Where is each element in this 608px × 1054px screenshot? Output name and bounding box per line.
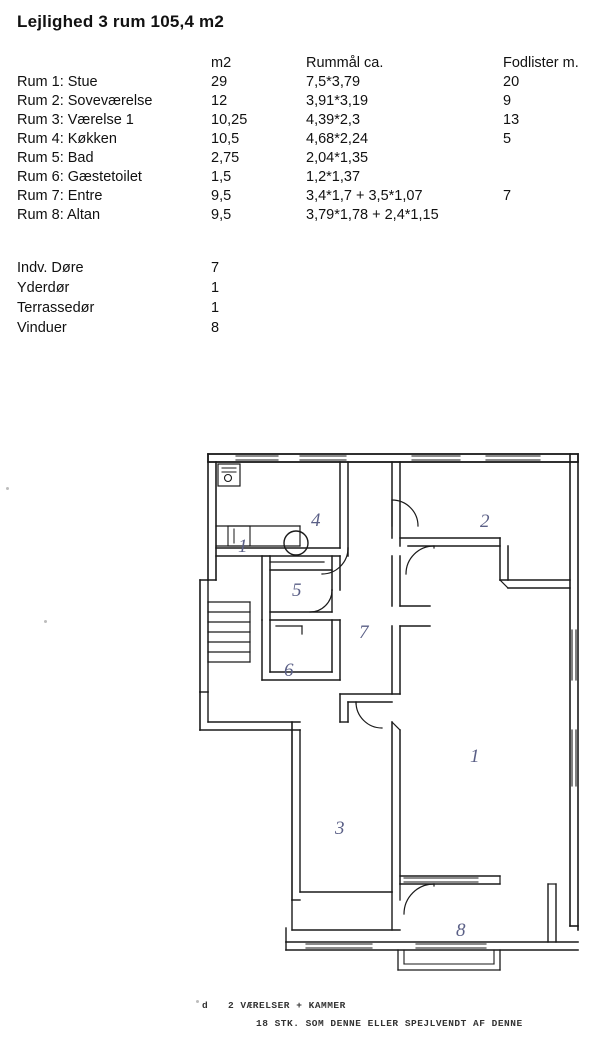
counts-table — [17, 260, 219, 340]
room-fod: 20 — [503, 74, 520, 90]
list-item — [17, 260, 219, 280]
room-m2: 2,75 — [211, 150, 240, 166]
room-m2: 9,5 — [211, 207, 232, 223]
room-m2: 10,5 — [211, 131, 240, 147]
table-row — [17, 207, 603, 226]
room-dim: 2,04*1,35 — [306, 150, 369, 166]
count-value: 8 — [211, 320, 220, 336]
room-label-8: 8 — [456, 920, 466, 941]
room-label-6: 6 — [284, 660, 294, 681]
table-row — [17, 112, 603, 131]
page-title: Lejlighed 3 rum 105,4 m2 — [17, 12, 224, 31]
room-label-4: 4 — [311, 510, 321, 531]
footer-line-1: 2 VÆRELSER + KAMMER — [228, 1000, 346, 1011]
count-name: Vinduer — [17, 320, 67, 336]
list-item — [17, 300, 219, 320]
list-item — [17, 280, 219, 300]
room-name: Rum 8: Altan — [17, 207, 101, 223]
room-label-3: 3 — [335, 818, 345, 839]
room-fod: 9 — [503, 93, 512, 109]
room-dim: 4,68*2,24 — [306, 131, 369, 147]
header-dim: Rummål ca. — [306, 55, 384, 71]
rooms-table — [17, 55, 603, 226]
count-name: Indv. Døre — [17, 260, 84, 276]
room-name: Rum 3: Værelse 1 — [17, 112, 134, 128]
list-item — [17, 320, 219, 340]
table-row — [17, 169, 603, 188]
room-fod: 7 — [503, 188, 512, 204]
room-fod: 13 — [503, 112, 520, 128]
room-dim: 3,79*1,78 + 2,4*1,15 — [306, 207, 439, 223]
header-m2: m2 — [211, 55, 232, 71]
table-row — [17, 74, 603, 93]
table-row — [17, 131, 603, 150]
table-row — [17, 150, 603, 169]
count-name: Terrassedør — [17, 300, 95, 316]
room-label-2: 2 — [480, 511, 490, 532]
room-fod — [503, 150, 603, 169]
count-name: Yderdør — [17, 280, 70, 296]
room-dim: 3,4*1,7 + 3,5*1,07 — [306, 188, 423, 204]
room-label-5: 5 — [292, 580, 302, 601]
room-dim: 3,91*3,19 — [306, 93, 369, 109]
count-value: 7 — [211, 260, 220, 276]
room-name: Rum 7: Entre — [17, 188, 103, 204]
room-label-kitchen-extra: 1 — [238, 536, 248, 557]
table-row — [17, 188, 603, 207]
header-fod: Fodlister m. — [503, 55, 579, 71]
room-m2: 1,5 — [211, 169, 232, 185]
room-dim: 7,5*3,79 — [306, 74, 361, 90]
header-room — [17, 55, 211, 74]
room-fod — [503, 169, 603, 188]
room-dim: 1,2*1,37 — [306, 169, 361, 185]
footer-mark: d — [202, 1000, 209, 1011]
count-value: 1 — [211, 300, 220, 316]
room-name: Rum 2: Soveværelse — [17, 93, 153, 109]
room-label-7: 7 — [359, 622, 369, 643]
room-name: Rum 6: Gæstetoilet — [17, 169, 142, 185]
room-m2: 9,5 — [211, 188, 232, 204]
table-row — [17, 93, 603, 112]
footer-line-2: 18 STK. SOM DENNE ELLER SPEJLVENDT AF DENNE — [256, 1018, 523, 1029]
room-fod: 5 — [503, 131, 512, 147]
room-m2: 29 — [211, 74, 228, 90]
count-value: 1 — [211, 280, 220, 296]
room-name: Rum 1: Stue — [17, 74, 98, 90]
room-m2: 12 — [211, 93, 228, 109]
room-label-1: 1 — [470, 746, 480, 767]
room-name: Rum 5: Bad — [17, 150, 94, 166]
room-m2: 10,25 — [211, 112, 248, 128]
room-dim: 4,39*2,3 — [306, 112, 361, 128]
room-name: Rum 4: Køkken — [17, 131, 117, 147]
floorplan-drawing — [0, 430, 608, 1054]
table-header-row — [17, 55, 603, 74]
room-fod — [503, 207, 603, 226]
